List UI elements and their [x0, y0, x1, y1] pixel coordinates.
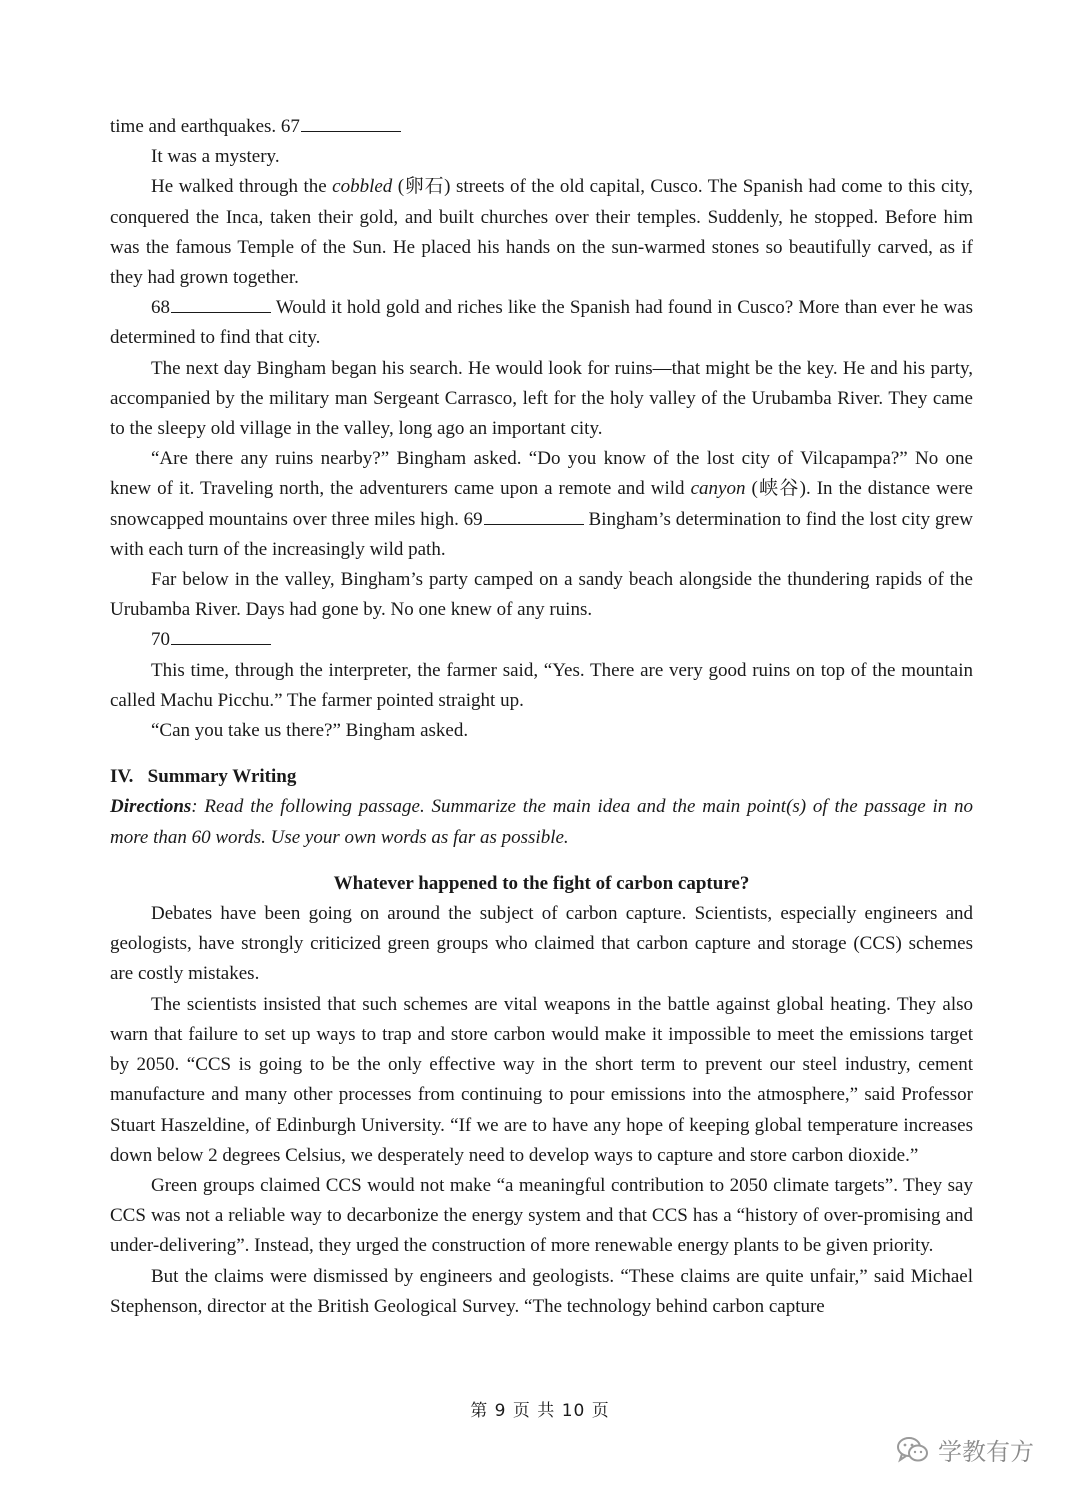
text-span: streets of the old capital, Cusco. The Spanish had come to this city, conquered the Inca, taken their gold, and built churches over their temples. Suddenly, he stopped. Before him was the famous Temple of the Sun. He placed his hands on the sun-warmed stones so beautifully carved, as if they had grown together.	[110, 176, 974, 289]
paragraph-line-67	[110, 112, 973, 142]
text-span: . In the distance were snowcapped mountains over three miles high. 69	[110, 478, 973, 530]
page-footer: 第 9 页 共 10 页	[470, 1401, 610, 1421]
directions-text: : Read the following passage. Summarize the main idea and the main point(s) of the passage in no more than 60 words. Use your own words as far as possible.	[110, 796, 973, 848]
paragraph-take-us: “Can you take us there?” Bingham asked.	[151, 720, 469, 742]
paragraph-mystery: It was a mystery.	[151, 146, 280, 168]
watermark	[896, 1432, 1034, 1467]
answer-blank-67	[301, 113, 401, 132]
text-span: time and earthquakes. 67	[110, 116, 300, 137]
answer-blank-70	[171, 626, 271, 645]
gloss-chinese: (卵石)	[392, 176, 456, 198]
question-number-68: 68	[151, 297, 170, 319]
gloss-chinese: (峡谷)	[745, 478, 806, 500]
directions-label: Directions	[110, 796, 192, 818]
gloss-term-canyon: canyon	[690, 478, 746, 500]
paragraph-cusco	[110, 172, 973, 293]
gloss-term-cobbled: cobbled	[332, 176, 393, 198]
paragraph-ruins	[110, 444, 973, 565]
summary-paragraph: But the claims were dismissed by engineers and geologists. “These claims are quite unfair,” said Michael Stephenson, director at the British Geological Survey. “The technology behind carbon capture	[110, 1265, 973, 1317]
paragraph-far-below: Far below in the valley, Bingham’s party camped on a sandy beach alongside the thundering rapids of the Urubamba River. Days had gone by. No one knew of any ruins.	[110, 569, 973, 621]
answer-blank-69	[484, 506, 584, 525]
text-span: Bingham’s determination to find the lost city grew with each turn of the increasingly wild path.	[110, 508, 973, 560]
paragraph-70	[110, 625, 973, 655]
summary-paragraph: The scientists insisted that such schemes are vital weapons in the battle against global heating. They also warn that failure to set up ways to trap and store carbon would make it impossible to meet the emissions target by 2050. “CCS is going to be the only effective way in the short term to prevent our steel industry, cement manufacture and many other processes from continuing to pour emissions into the atmosphere,” said Professor Stuart Haszeldine, of Edinburgh University. “If we are to have any hope of keeping global temperature increases down below 2 degrees Celsius, we desperately need to develop ways to capture and store carbon dioxide.”	[110, 993, 973, 1166]
paragraph-search: The next day Bingham began his search. He would look for ruins—that might be the key. He and his party, accompanied by the military man Sergeant Carrasco, left for the holy valley of the Urubamba River. They came to the sleepy old village in the valley, long ago an important city.	[110, 357, 973, 440]
section-heading: IV. Summary Writing	[110, 766, 297, 788]
paragraph-68	[110, 293, 973, 353]
watermark-text: 学教有方	[938, 1438, 1034, 1466]
passage-title: Whatever happened to the fight of carbon capture?	[333, 872, 750, 894]
text-span: “Are there any ruins nearby?” Bingham asked. “Do you know of the lost city of Vilcapampa?” No one knew of it. Traveling north, the adventurers came upon a remote and wild	[110, 448, 973, 500]
summary-paragraph: Green groups claimed CCS would not make “a meaningful contribution to 2050 climate targets”. They say CCS was not a reliable way to decarbonize the energy system and that CCS has a “history of over-promising and under-delivering”. Instead, they urged the construction of more renewable energy plants to be given priority.	[110, 1174, 973, 1257]
summary-paragraph: Debates have been going on around the subject of carbon capture. Scientists, especially engineers and geologists, have strongly criticized green groups who claimed that carbon capture and storage (CCS) schemes are costly mistakes.	[110, 903, 973, 985]
question-number-70: 70	[151, 629, 170, 651]
text-span: He walked through the	[151, 176, 333, 198]
paragraph-farmer: This time, through the interpreter, the farmer said, “Yes. There are very good ruins on top of the mountain called Machu Picchu.” The farmer pointed straight up.	[110, 659, 973, 711]
text-span: Would it hold gold and riches like the Spanish had found in Cusco? More than ever he was determined to find that city.	[110, 297, 973, 349]
wechat-icon	[896, 1435, 930, 1465]
answer-blank-68	[171, 294, 271, 313]
directions	[110, 792, 973, 852]
document-page	[110, 112, 973, 1322]
